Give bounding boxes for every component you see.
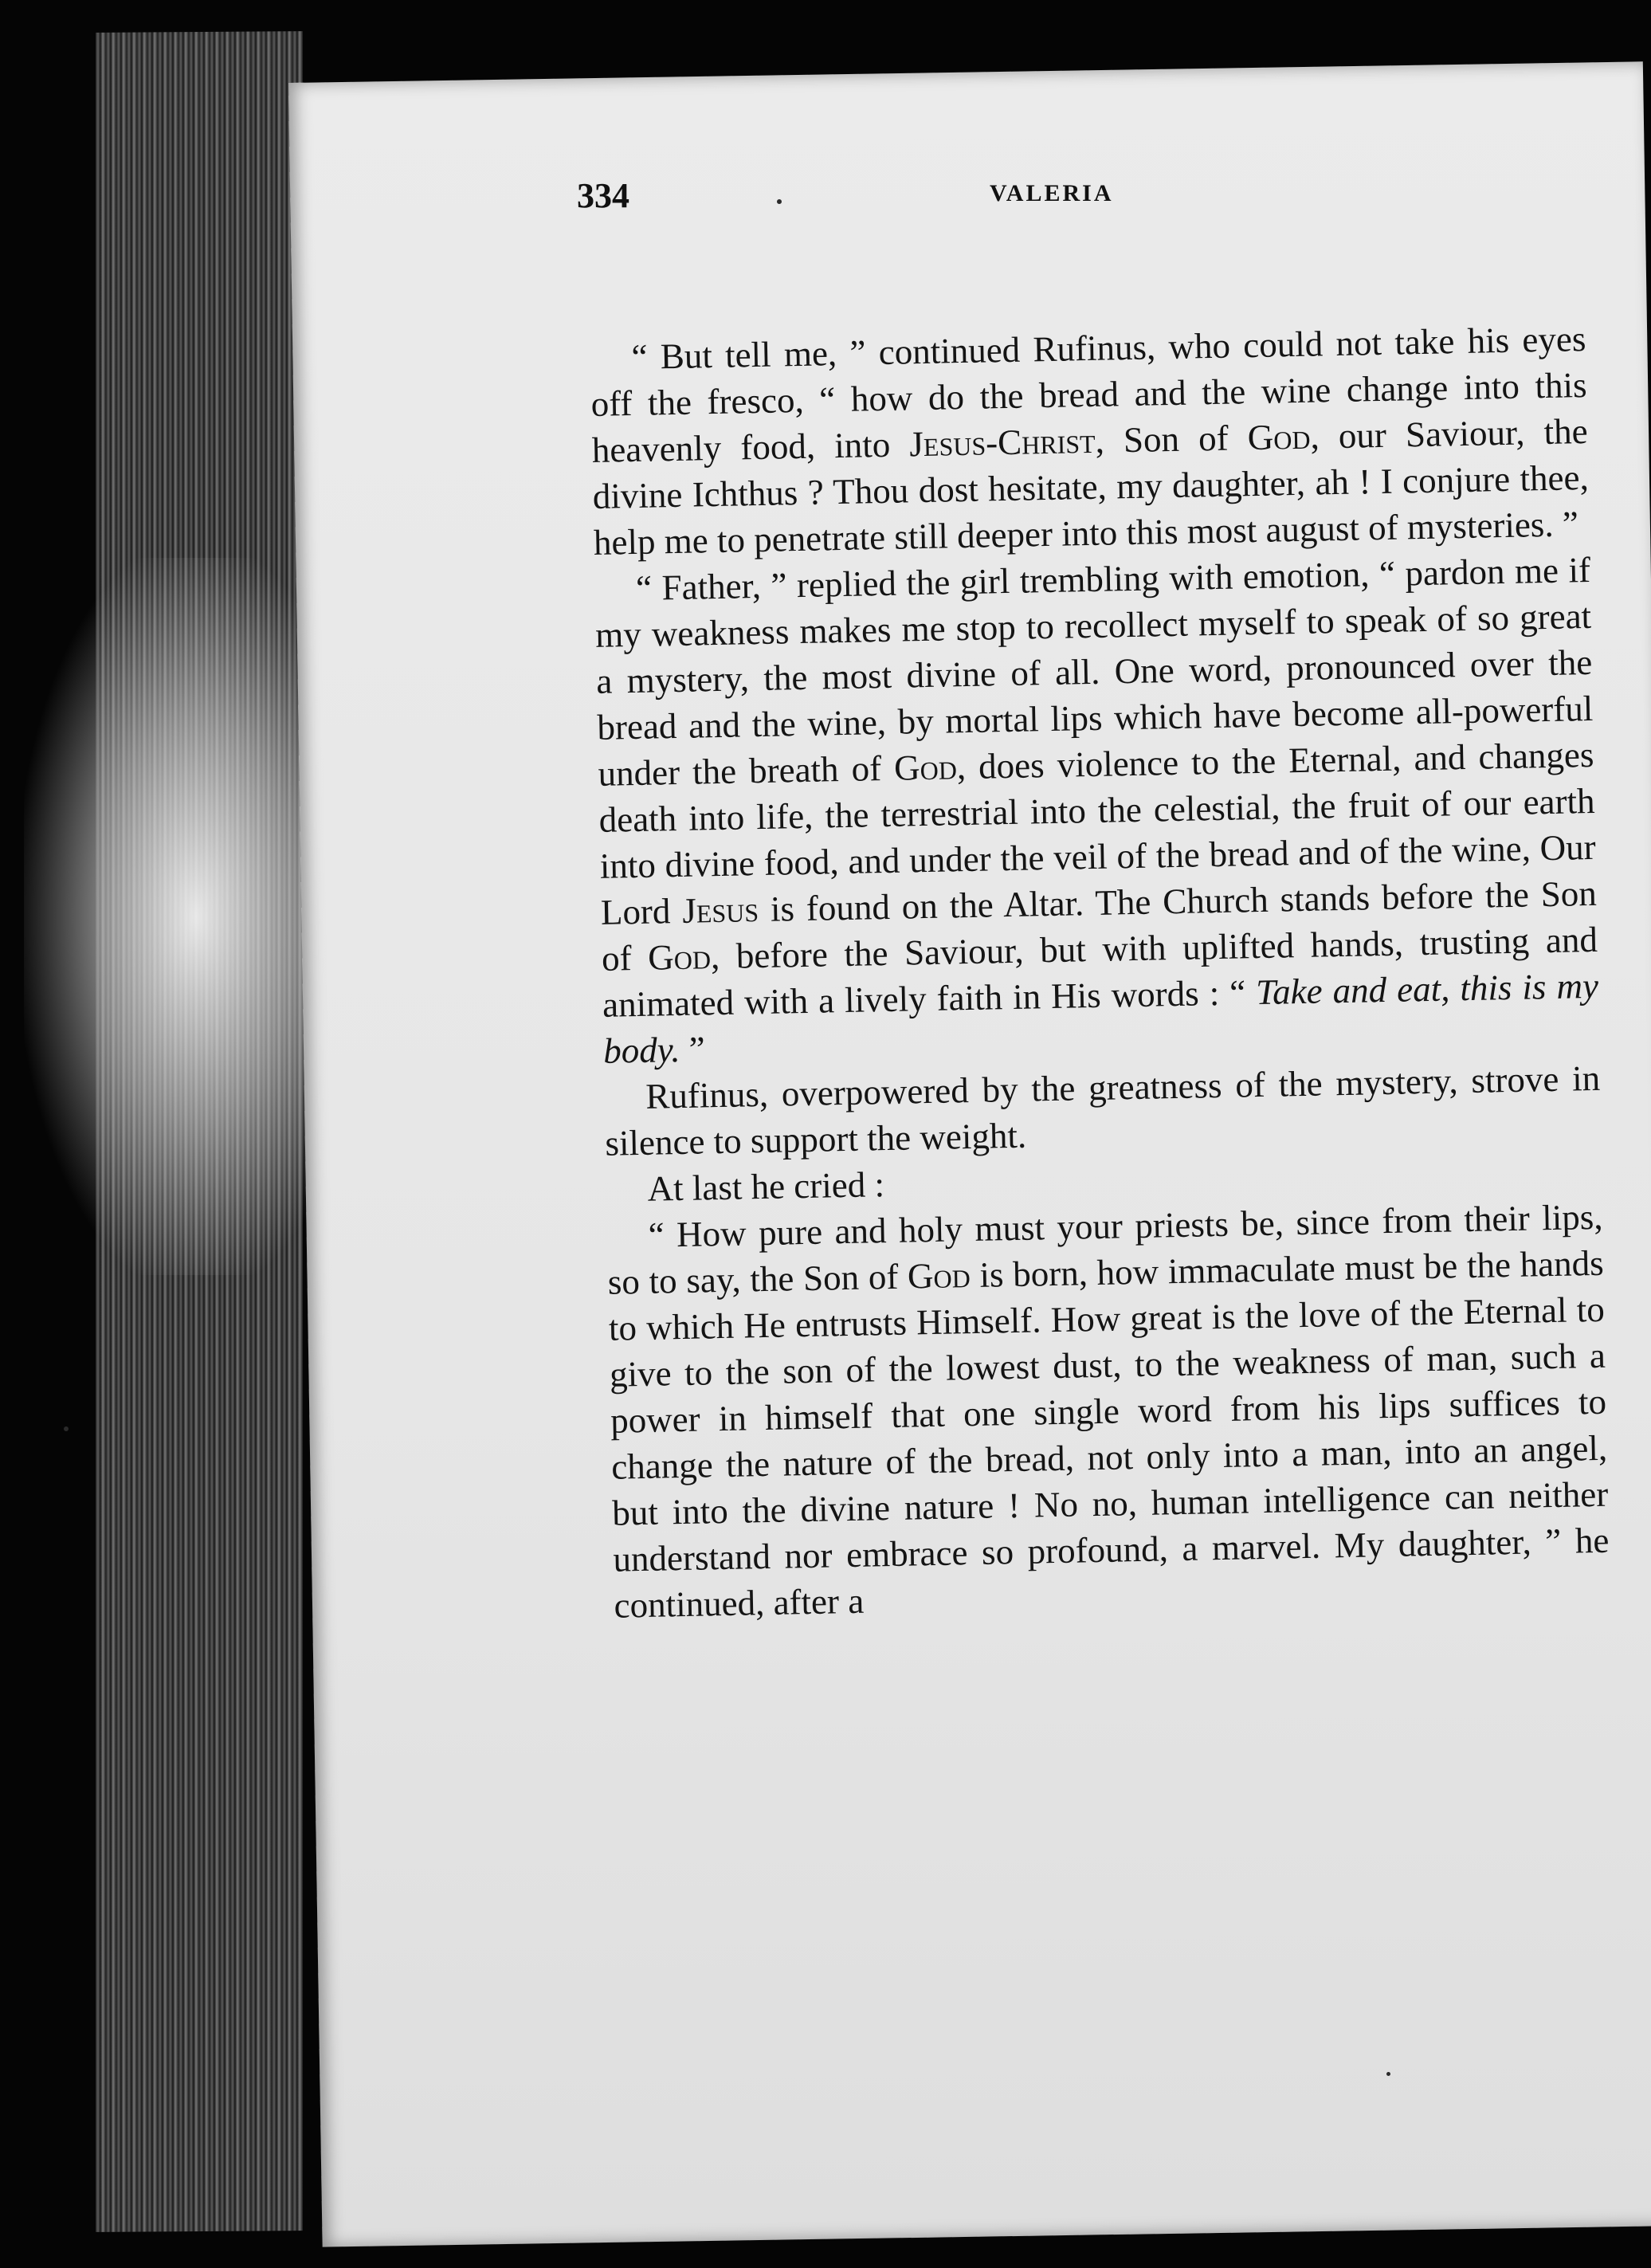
small-caps-name: God bbox=[893, 747, 958, 788]
text-run: , our Saviour, the divine Ichthus ? Thou dost hesitate, my daughter, ah ! I conjure thee, help me to penetrate still deeper into this most august of mysteries. ” bbox=[592, 410, 1590, 563]
text-run: “ Father, ” replied the girl trembling with emotion, “ pardon me if my weakness makes me stop to recollect myself to speak of so great a mystery, the most divine of all. One word, pronounced over the bread and the wine, by mortal lips which have become all-powerful under the breath of bbox=[594, 549, 1594, 794]
text-run: is found on the Altar. The Church stands before the Son of bbox=[601, 873, 1598, 979]
italic-quote: Take and eat, this is my body. bbox=[602, 965, 1599, 1071]
page-header bbox=[288, 175, 1324, 223]
dust-speck bbox=[1386, 2072, 1390, 2076]
small-caps-name: Jesus-Christ bbox=[908, 420, 1096, 465]
text-run: “ How pure and holy must your priests be, since from their lips, so to say, the Son of bbox=[607, 1196, 1603, 1302]
paragraph: At last he cried : bbox=[647, 1164, 885, 1209]
text-run: , before the Saviour, but with uplifted hands, trusting and animated with a lively faith in His words : “ bbox=[602, 919, 1598, 1025]
page-edge-glare bbox=[24, 558, 311, 1275]
text-run: , does violence to the Eternal, and changes death into life, the terrestrial into the celestial, the fruit of our earth into divine food, and under the veil of the bread and of the wine, Our Lord bbox=[598, 734, 1597, 932]
page-number: 334 bbox=[577, 176, 629, 215]
paragraph bbox=[590, 316, 1590, 566]
text-run: ” bbox=[680, 1029, 706, 1069]
text-run: is born, how immaculate must be the hands to which He entrusts Himself. How great is the love of the Eternal to give to the son of the lowest dust, to the weakness of man, such a power in himself that one single word from his lips suffices to change the nature of the bread, not only into a man, into an angel, but into the divine nature ! No no, human intelligence can neither understand nor embrace so profound, a marvel. My daughter, ” he continued, after a bbox=[608, 1242, 1610, 1626]
body-text bbox=[590, 316, 1610, 1629]
paragraph bbox=[594, 547, 1600, 1074]
small-caps-name: God bbox=[1247, 416, 1311, 458]
text-run: “ But tell me, ” continued Rufinus, who could not take his eyes off the fresco, “ how do the bread and the wine change into this heavenly food, into bbox=[590, 319, 1587, 470]
paragraph bbox=[606, 1194, 1610, 1629]
running-head: VALERIA bbox=[990, 180, 1114, 206]
paragraph: Rufinus, overpowered by the greatness of the mystery, strove in silence to support the weight. bbox=[605, 1057, 1601, 1163]
text-run: , Son of bbox=[1095, 418, 1249, 461]
small-caps-name: God bbox=[647, 936, 712, 978]
small-caps-name: Jesus bbox=[681, 889, 759, 931]
small-caps-name: God bbox=[907, 1255, 971, 1297]
dust-speck bbox=[64, 1426, 69, 1431]
